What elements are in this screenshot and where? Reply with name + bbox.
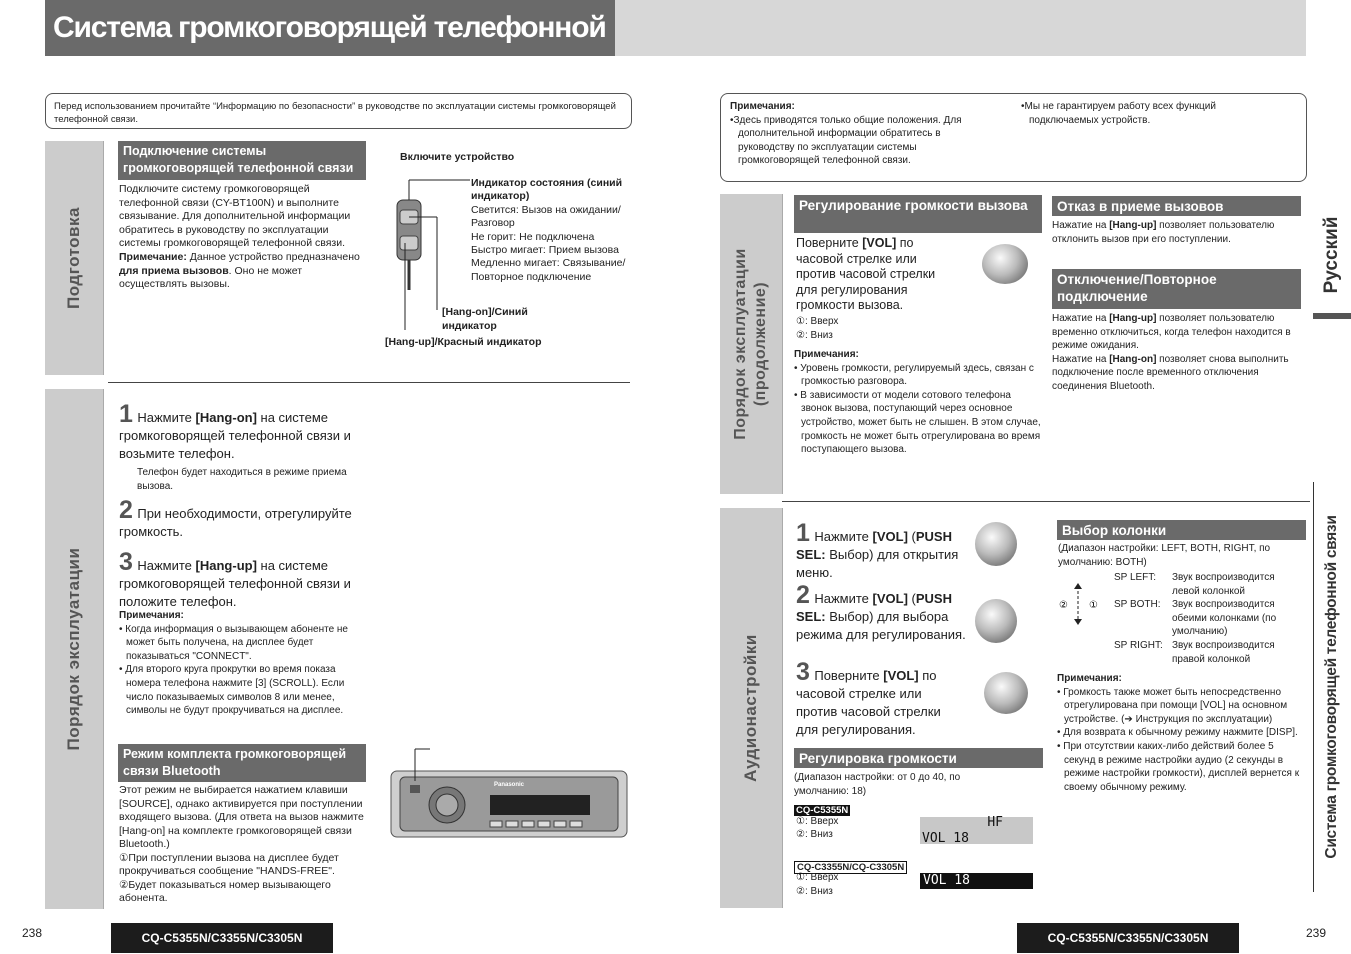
language-tab — [1313, 200, 1350, 310]
tab-operation-continued-label: Порядок эксплуатации (продолжение) — [732, 248, 769, 440]
svg-text:②: ② — [1059, 600, 1068, 611]
step-3: 3 Нажмите [Hang-up] на системе громкоговорящей телефонной связи и положите телефон. — [119, 548, 351, 609]
volume-range: (Диапазон настройки: от 0 до 40, по умолчанию: 18) — [794, 772, 961, 797]
tab-operation — [45, 389, 104, 909]
call-volume-up: ①: Вверх — [796, 316, 839, 327]
footer-model-right: CQ-C5355N/C3355N/C3305N — [1017, 923, 1239, 953]
vol-rotate-knob-icon — [984, 672, 1028, 714]
audio-step-3: 3 Поверните [VOL] по часовой стрелке или против часовой стрелки для регулирования. — [796, 658, 941, 737]
radio-brand: Panasonic — [494, 782, 525, 788]
model-tag-c5355: CQ-C5355N — [796, 805, 849, 816]
vol-push-knob-icon — [975, 522, 1017, 566]
page-number-left: 238 — [22, 926, 43, 940]
language-label: Русский — [1320, 216, 1342, 294]
step-2: 2 При необходимости, отрегулируйте громкость. — [119, 496, 352, 539]
volume-up-1: ①: Вверх — [796, 816, 839, 827]
audio-step-1: 1 Нажмите [VOL] (PUSH SEL: Выбор) для открытия меню. — [796, 519, 959, 580]
volume-down-1: ②: Вниз — [796, 829, 833, 840]
tab-operation-label: Порядок эксплуатации — [64, 547, 83, 751]
reject-text: Нажатие на [Hang-up] позволяет пользователю отклонить вызов при его поступлении. — [1052, 220, 1275, 245]
call-volume-text: Поверните [VOL] по часовой стрелке или против часовой стрелки для регулирования громкости вызова. — [796, 236, 936, 313]
page-title: Система громкоговорящей телефонной связи — [45, 0, 615, 56]
tab-audio — [720, 508, 783, 908]
vol-push-knob-icon-2 — [975, 599, 1017, 643]
vol-knob-icon — [982, 244, 1028, 284]
hangon-label: [Hang-on]/Синий индикатор — [442, 306, 528, 332]
reconnect-heading: Отключение/Повторное подключение — [1052, 269, 1301, 309]
step-1: 1 Нажмите [Hang-on] на системе громкоговорящей телефонной связи и возьмите телефон. Телефон будет находиться в режиме приема вызова. — [119, 400, 351, 492]
call-volume-notes: Примечания: • Уровень громкости, регулируемый здесь, связан с громкостью разговора. • В зависимости от модели сотового телефона звонок вызова, поступающий через основное устройство, может быть не слышен. В этом случае, громкость не может быть отрегулирована во время поступающего вызова. — [794, 349, 1041, 456]
svg-text:①: ① — [1089, 600, 1098, 611]
side-title: Система громкоговорящей телефонной связи — [1323, 515, 1340, 859]
speaker-heading: Выбор колонки — [1057, 520, 1306, 540]
page-number-right: 239 — [1306, 926, 1327, 940]
speaker-select-arrows-icon — [1057, 582, 1105, 626]
volume-adjust-heading: Регулировка громкости — [794, 748, 1043, 768]
notes-box-right: Примечания: •Здесь приводятся только общие положения. Для дополнительной информации обратитесь в руководству по эксплуатации системы громкоговорящей телефонной связи. •Мы не гарантируем работу всех функций подключаемых устройств. — [720, 93, 1307, 182]
volume-up-2: ①: Вверх — [796, 872, 839, 883]
speaker-range: (Диапазон настройки: LEFT, BOTH, RIGHT, по умолчанию: BOTH) — [1058, 543, 1271, 568]
tab-operation-continued — [720, 194, 783, 494]
indicator-block: Индикатор состояния (синий индикатор) Светится: Вызов на ожидании/Разговор Не горит: Не подключена Быстро мигает: Прием вызова Медленно мигает: Связывание/Повторное подключение — [471, 177, 626, 283]
power-on-label: Включите устройство — [400, 151, 515, 163]
audio-step-2: 2 Нажмите [VOL] (PUSH SEL: Выбор) для выбора режима для регулирования. — [796, 581, 966, 642]
tab-preparation-label: Подготовка — [64, 207, 83, 309]
speaker-table: SP LEFT: Звук воспроизводится левой колонкой SP BOTH: Звук воспроизводится обеими колонками (по умолчанию) SP RIGHT: Звук воспроизводится правой колонкой — [1114, 572, 1277, 665]
speaker-notes: Примечания: • Громкость также может быть непосредственно отрегулирована при помощи [VOL] на основном устройстве. (➔ Инструкция по эксплуатации) • Для возврата к обычному режиму нажмите [DISP]. • При отсутствии каких-либо действий более 5 секунд в режиме настройки аудио (2 секунды в режиме настройки громкости), дисплей вернется к своему обычному режиму. — [1057, 673, 1300, 793]
lcd-display-c3355: VOL 18 — [920, 873, 1033, 889]
footer-model-left: CQ-C5355N/C3355N/C3305N — [111, 923, 333, 953]
reject-heading: Отказ в приеме вызовов — [1052, 196, 1301, 216]
call-volume-heading: Регулирование громкости вызова — [794, 195, 1042, 233]
left-notes: Примечания: • Когда информация о вызывающем абоненте не может быть получена, на дисплее будет показываться "CONNECT". • Для второго круга прокрутки во время показа номера телефона нажмите [3] (SCROLL). Если число показываемых символов 8 или менее, символы не будут прокручиваться на дисплее. — [119, 610, 348, 717]
volume-down-2: ②: Вниз — [796, 886, 833, 897]
model-tag-c3355: CQ-C3355N/CQ-C3305N — [794, 857, 907, 875]
section-divider-right — [782, 501, 1310, 502]
connect-text: Подключите систему громкоговорящей телефонной связи (CY-BT100N) и выполните связывание. Для дополнительной информации обратитесь в руководству по эксплуатации системы громкоговорящей телефонной связи. Примечание: Данное устройство предназначено для приема вызовов. Оно не может осуществлять вызовы. — [119, 183, 360, 291]
connect-heading: Подключение системы громкоговорящей телефонной связи — [118, 141, 366, 180]
hangup-label: [Hang-up]/Красный индикатор — [385, 336, 542, 348]
safety-note-text: Перед использованием прочитайте “Информацию по безопасности” в руководстве по эксплуатации системы громкоговорящей телефонной связи. — [54, 101, 616, 125]
tab-audio-label: Аудионастройки — [741, 634, 760, 782]
section-divider — [108, 382, 630, 383]
bt-mode-heading: Режим комплекта громкоговорящей связи Bluetooth — [118, 744, 366, 782]
lcd-display-c5355: HF VOL 18 — [920, 817, 1033, 844]
call-volume-down: ②: Вниз — [796, 330, 833, 341]
head-unit-illustration — [390, 745, 630, 840]
bt-mode-text: Этот режим не выбирается нажатием клавиши [SOURCE], однако активируется при поступлении входящего вызова. (Для ответа на вызов нажмите [Hang-on] на комплекте громкоговорящей связи Bluetooth.) ①При поступлении вызова на дисплее будет прокручиваться сообщение "HANDS-FREE". ②Будет показываться номер вызывающего абонента. — [119, 784, 364, 904]
language-tab-bar — [1313, 313, 1351, 319]
reconnect-text: Нажатие на [Hang-up] позволяет пользователю временно отключиться, когда телефон находится в режиме ожидания. Нажатие на [Hang-on] позволяет снова выполнить подключение после временного отключения соединения Bluetooth. — [1052, 313, 1291, 392]
safety-note-box — [45, 93, 632, 129]
tab-preparation — [45, 141, 104, 375]
